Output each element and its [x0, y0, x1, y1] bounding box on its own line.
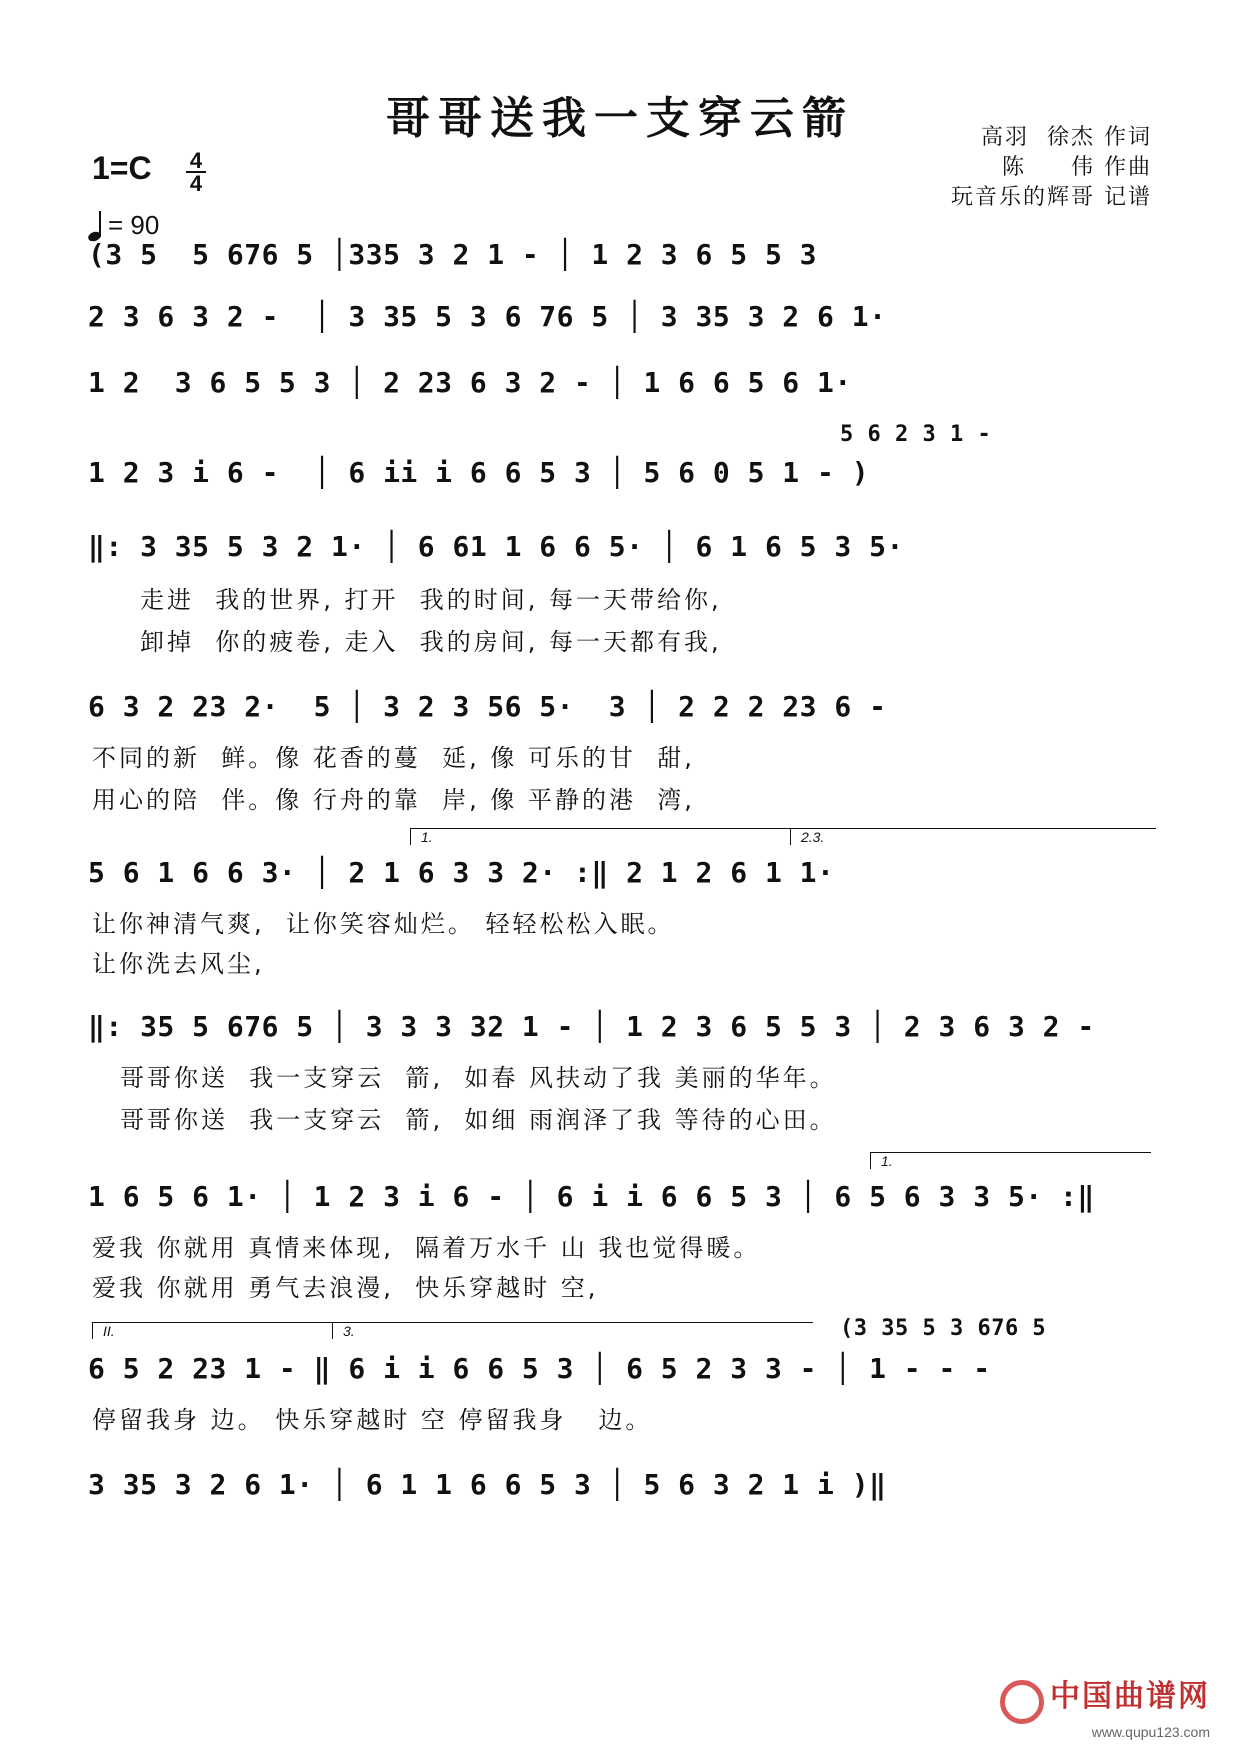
- score-line-1: (3 5 5 676 5 │335 3 2 1 - │ 1 2 3 6 5 5 3: [88, 238, 818, 271]
- lyrics-6-verse-1: 不同的新 鲜。像 花香的蔓 延, 像 可乐的甘 甜,: [92, 744, 695, 772]
- volta-first-ending: 1.: [410, 828, 791, 845]
- tempo-marking: [88, 210, 159, 241]
- score-line-10-upper: (3 35 5 3 676 5: [840, 1316, 1047, 1341]
- key-signature: 1=C: [92, 150, 152, 186]
- score-line-5: ‖: 3 35 5 3 2 1· │ 6 61 1 6 6 5· │ 6 1 6 5 3 5·: [88, 530, 904, 563]
- composer-credit: 陈 伟 作曲: [1002, 155, 1152, 180]
- song-title: 哥哥送我一支穿云箭: [386, 93, 854, 144]
- lyrics-6-verse-2: 用心的陪 伴。像 行舟的靠 岸, 像 平静的港 湾,: [92, 786, 695, 814]
- watermark-url: www.qupu123.com: [1091, 1724, 1210, 1740]
- watermark-name: 中国曲谱网: [1050, 1680, 1210, 1714]
- lyrics-8-verse-2: 哥哥你送 我一支穿云 箭, 如细 雨润泽了我 等待的心田。: [120, 1106, 837, 1134]
- volta-ending-3: 3.: [332, 1322, 813, 1339]
- lyrics-10-verse-1: 停留我身 边。 快乐穿越时 空 停留我身 边。: [92, 1406, 653, 1434]
- score-line-8: ‖: 35 5 676 5 │ 3 3 3 32 1 - │ 1 2 3 6 5 5 3 │ 2 3 6 3 2 -: [88, 1010, 1095, 1043]
- quarter-note-icon: [88, 211, 102, 241]
- lyrics-7-verse-1: 让你神清气爽, 让你笑容灿烂。 轻轻松松入眠。: [92, 910, 675, 938]
- transcriber-credit: 玩音乐的辉哥 记谱: [951, 185, 1152, 210]
- score-line-7: 5 6 1 6 6 3· │ 2 1 6 3 3 2· :‖ 2 1 2 6 1 1·: [88, 856, 835, 889]
- lyrics-9-verse-2: 爱我 你就用 勇气去浪漫, 快乐穿越时 空,: [92, 1274, 599, 1302]
- score-line-3: 1 2 3 6 5 5 3 │ 2 23 6 3 2 - │ 1 6 6 5 6 1·: [88, 366, 852, 399]
- score-line-4-upper: 5 6 2 3 1 -: [840, 422, 992, 447]
- lyricist-credit: 高羽 徐杰 作词: [981, 125, 1152, 150]
- time-signature: [185, 150, 207, 194]
- score-line-4: 1 2 3 i 6 - │ 6 ii i 6 6 5 3 │ 5 6 0 5 1 - ): [88, 456, 870, 489]
- lyrics-7-verse-2: 让你洗去风尘,: [92, 950, 265, 978]
- score-line-2: 2 3 6 3 2 - │ 3 35 5 3 6 76 5 │ 3 35 3 2 6 1·: [88, 300, 887, 333]
- lyrics-9-verse-1: 爱我 你就用 真情来体现, 隔着万水千 山 我也觉得暖。: [92, 1234, 761, 1262]
- time-bottom: 4: [189, 171, 203, 196]
- score-line-11: 3 35 3 2 6 1· │ 6 1 1 6 6 5 3 │ 5 6 3 2 1 i )‖: [88, 1468, 887, 1501]
- lyrics-5-verse-2: 卸掉 你的疲卷, 走入 我的房间, 每一天都有我,: [140, 628, 722, 656]
- time-top: 4: [189, 148, 203, 173]
- tempo-value: = 90: [108, 210, 160, 240]
- site-logo-icon: [1000, 1680, 1044, 1724]
- lyrics-5-verse-1: 走进 我的世界, 打开 我的时间, 每一天带给你,: [140, 586, 722, 614]
- volta-first-ending-2: 1.: [870, 1152, 1151, 1169]
- lyrics-8-verse-1: 哥哥你送 我一支穿云 箭, 如春 风扶动了我 美丽的华年。: [120, 1064, 837, 1092]
- score-line-10: 6 5 2 23 1 - ‖ 6 i i 6 6 5 3 │ 6 5 2 3 3 - │ 1 - - -: [88, 1352, 991, 1385]
- volta-second-ending: 2.3.: [790, 828, 1156, 845]
- score-line-6: 6 3 2 23 2· 5 │ 3 2 3 56 5· 3 │ 2 2 2 23 6 -: [88, 690, 887, 723]
- watermark: [1000, 1671, 1210, 1740]
- volta-ending-ii: II.: [92, 1322, 333, 1339]
- score-line-9: 1 6 5 6 1· │ 1 2 3 i 6 - │ 6 i i 6 6 5 3 │ 6 5 6 3 3 5· :‖: [88, 1180, 1095, 1213]
